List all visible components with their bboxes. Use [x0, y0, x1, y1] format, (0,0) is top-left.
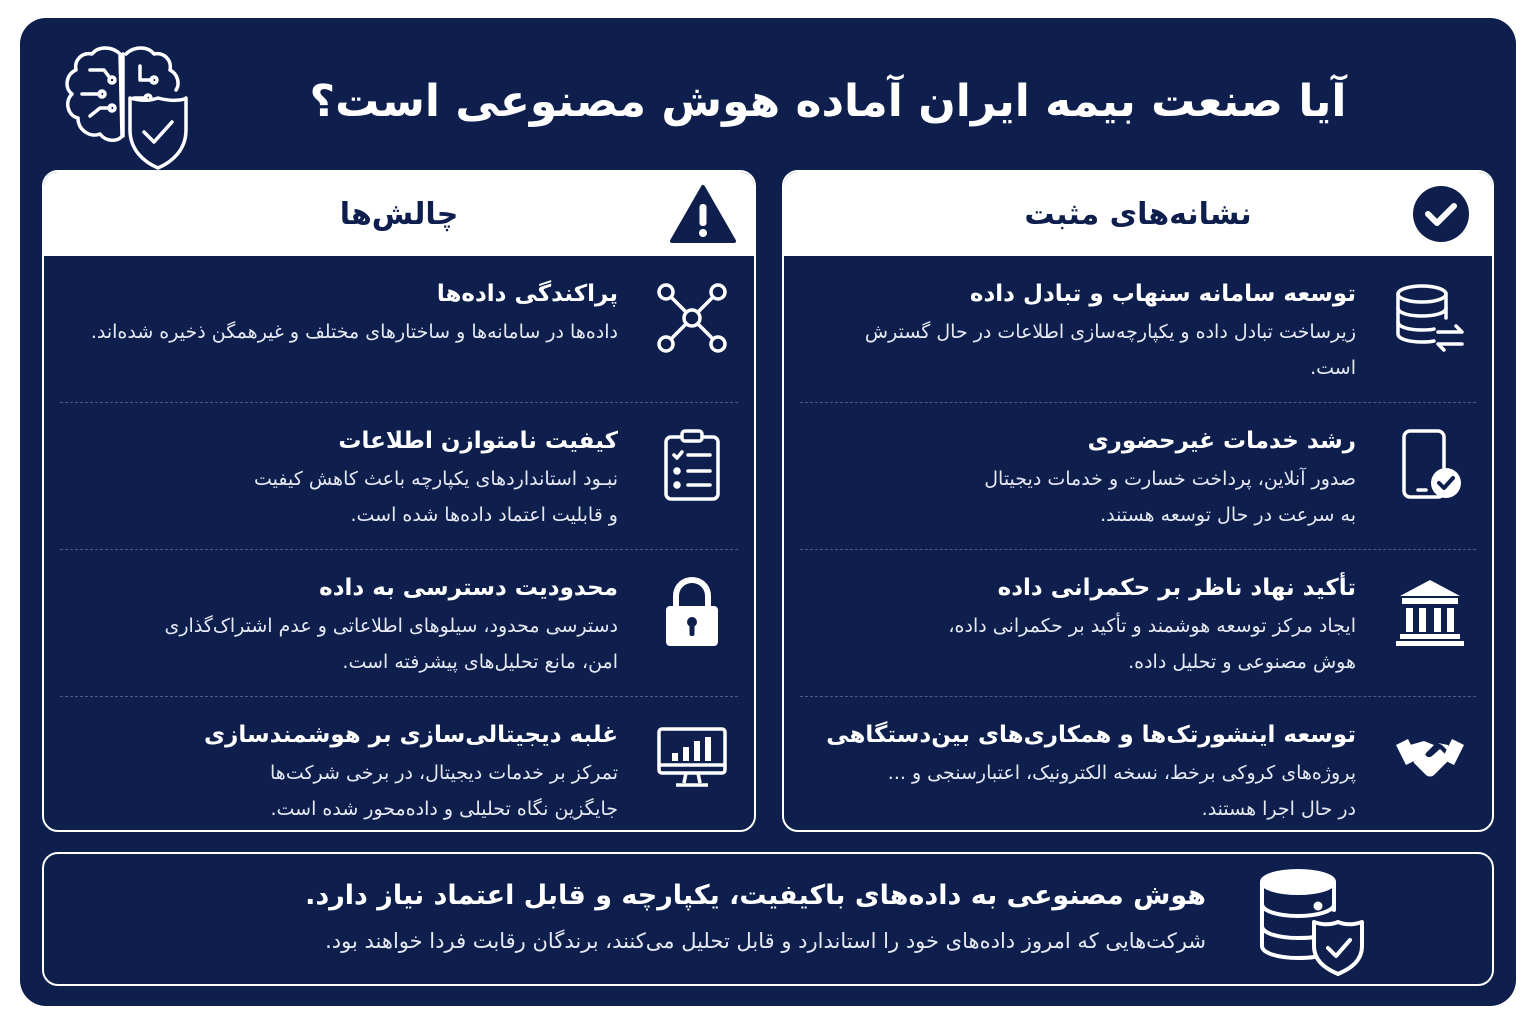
list-item	[800, 256, 1476, 403]
list-item	[800, 550, 1476, 697]
positive-panel	[782, 170, 1494, 832]
item-title: تأکید نهاد ناظر بر حکمرانی داده	[997, 575, 1356, 601]
list-item	[60, 403, 738, 550]
item-desc: داده‌ها در سامانه‌ها و ساختارهای مختلف و غیرهمگن ذخیره شده‌اند.	[90, 321, 618, 343]
item-desc: صدور آنلاین، پرداخت خسارت و خدمات دیجیتال	[984, 468, 1356, 490]
item-text	[76, 274, 618, 350]
monitor-chart-icon	[656, 723, 728, 795]
item-desc: زیرساخت تبادل داده و یکپارچه‌سازی اطلاعات در حال گسترش است.	[864, 321, 1356, 379]
item-text	[76, 715, 618, 827]
list-item	[800, 697, 1476, 832]
item-title: پراکندگی داده‌ها	[436, 281, 618, 307]
page-title: آیا صنعت بیمه ایران آماده هوش مصنوعی است؟	[309, 76, 1347, 127]
warning-triangle-icon	[670, 184, 736, 244]
item-desc: نبـود استانداردهای یکپارچه باعث کاهش کیفیت	[254, 468, 618, 490]
conclusion-desc: شرکت‌هایی که امروز داده‌های خود را استاندارد و قابل تحلیل می‌کنند، برندگان رقابت فردا خواهند بود.	[325, 929, 1206, 953]
list-item	[60, 550, 738, 697]
brain-shield-icon	[60, 40, 190, 172]
item-title: رشد خدمات غیرحضوری	[1087, 428, 1356, 454]
database-exchange-icon	[1394, 282, 1466, 354]
item-desc: پروژه‌های کروکی برخط، نسخه الکترونیک، اعتبارسنجی و ...	[887, 762, 1356, 784]
item-desc: هوش مصنوعی و تحلیل داده.	[1128, 651, 1356, 673]
challenges-panel-title: چالش‌ها	[339, 196, 459, 232]
item-text	[76, 568, 618, 680]
conclusion-title: هوش مصنوعی به داده‌های باکیفیت، یکپارچه و قابل اعتماد نیاز دارد.	[305, 880, 1206, 911]
item-title: محدودیت دسترسی به داده	[319, 575, 618, 601]
item-title: توسعه سامانه سنهاب و تبادل داده	[969, 281, 1356, 307]
database-shield-icon	[1256, 866, 1366, 976]
item-desc: تمرکز بر خدمات دیجیتال، در برخی شرکت‌ها	[270, 762, 618, 784]
bank-building-icon	[1394, 576, 1466, 648]
padlock-icon	[656, 576, 728, 648]
positive-panel-header	[784, 172, 1492, 256]
challenges-panel-header	[44, 172, 754, 256]
challenges-panel	[42, 170, 756, 832]
positive-panel-title: نشانه‌های مثبت	[1024, 196, 1252, 232]
list-item	[60, 697, 738, 832]
item-desc: به سرعت در حال توسعه هستند.	[1100, 504, 1356, 526]
item-desc: و قابلیت اعتماد داده‌ها شده است.	[350, 504, 618, 526]
challenges-list	[44, 256, 754, 832]
item-text	[76, 421, 618, 533]
conclusion-box	[42, 852, 1494, 986]
item-text	[816, 715, 1356, 827]
infographic-frame	[20, 18, 1516, 1006]
item-desc: جایگزین نگاه تحلیلی و داده‌محور شده است.	[270, 798, 618, 820]
item-desc: ایجاد مرکز توسعه هوشمند و تأکید بر حکمرانی داده،	[948, 615, 1356, 637]
item-desc: امن، مانع تحلیل‌های پیشرفته است.	[342, 651, 618, 673]
item-text	[816, 421, 1356, 533]
conclusion-text	[84, 872, 1206, 962]
list-item	[800, 403, 1476, 550]
clipboard-checklist-icon	[656, 429, 728, 501]
check-circle-icon	[1408, 184, 1474, 244]
positive-list	[784, 256, 1492, 832]
item-desc: در حال اجرا هستند.	[1201, 798, 1356, 820]
item-text	[816, 274, 1356, 386]
item-title: غلبه دیجیتالی‌سازی بر هوشمندسازی	[204, 722, 618, 748]
handshake-icon	[1394, 723, 1466, 795]
item-text	[816, 568, 1356, 680]
item-title: کیفیت نامتوازن اطلاعات	[338, 428, 618, 454]
network-nodes-icon	[656, 282, 728, 354]
mobile-check-icon	[1394, 429, 1466, 501]
list-item	[60, 256, 738, 403]
item-title: توسعه اینشورتک‌ها و همکاری‌های بین‌دستگاهی	[826, 722, 1356, 748]
item-desc: دسترسی محدود، سیلوهای اطلاعاتی و عدم اشتراک‌گذاری	[164, 615, 618, 637]
